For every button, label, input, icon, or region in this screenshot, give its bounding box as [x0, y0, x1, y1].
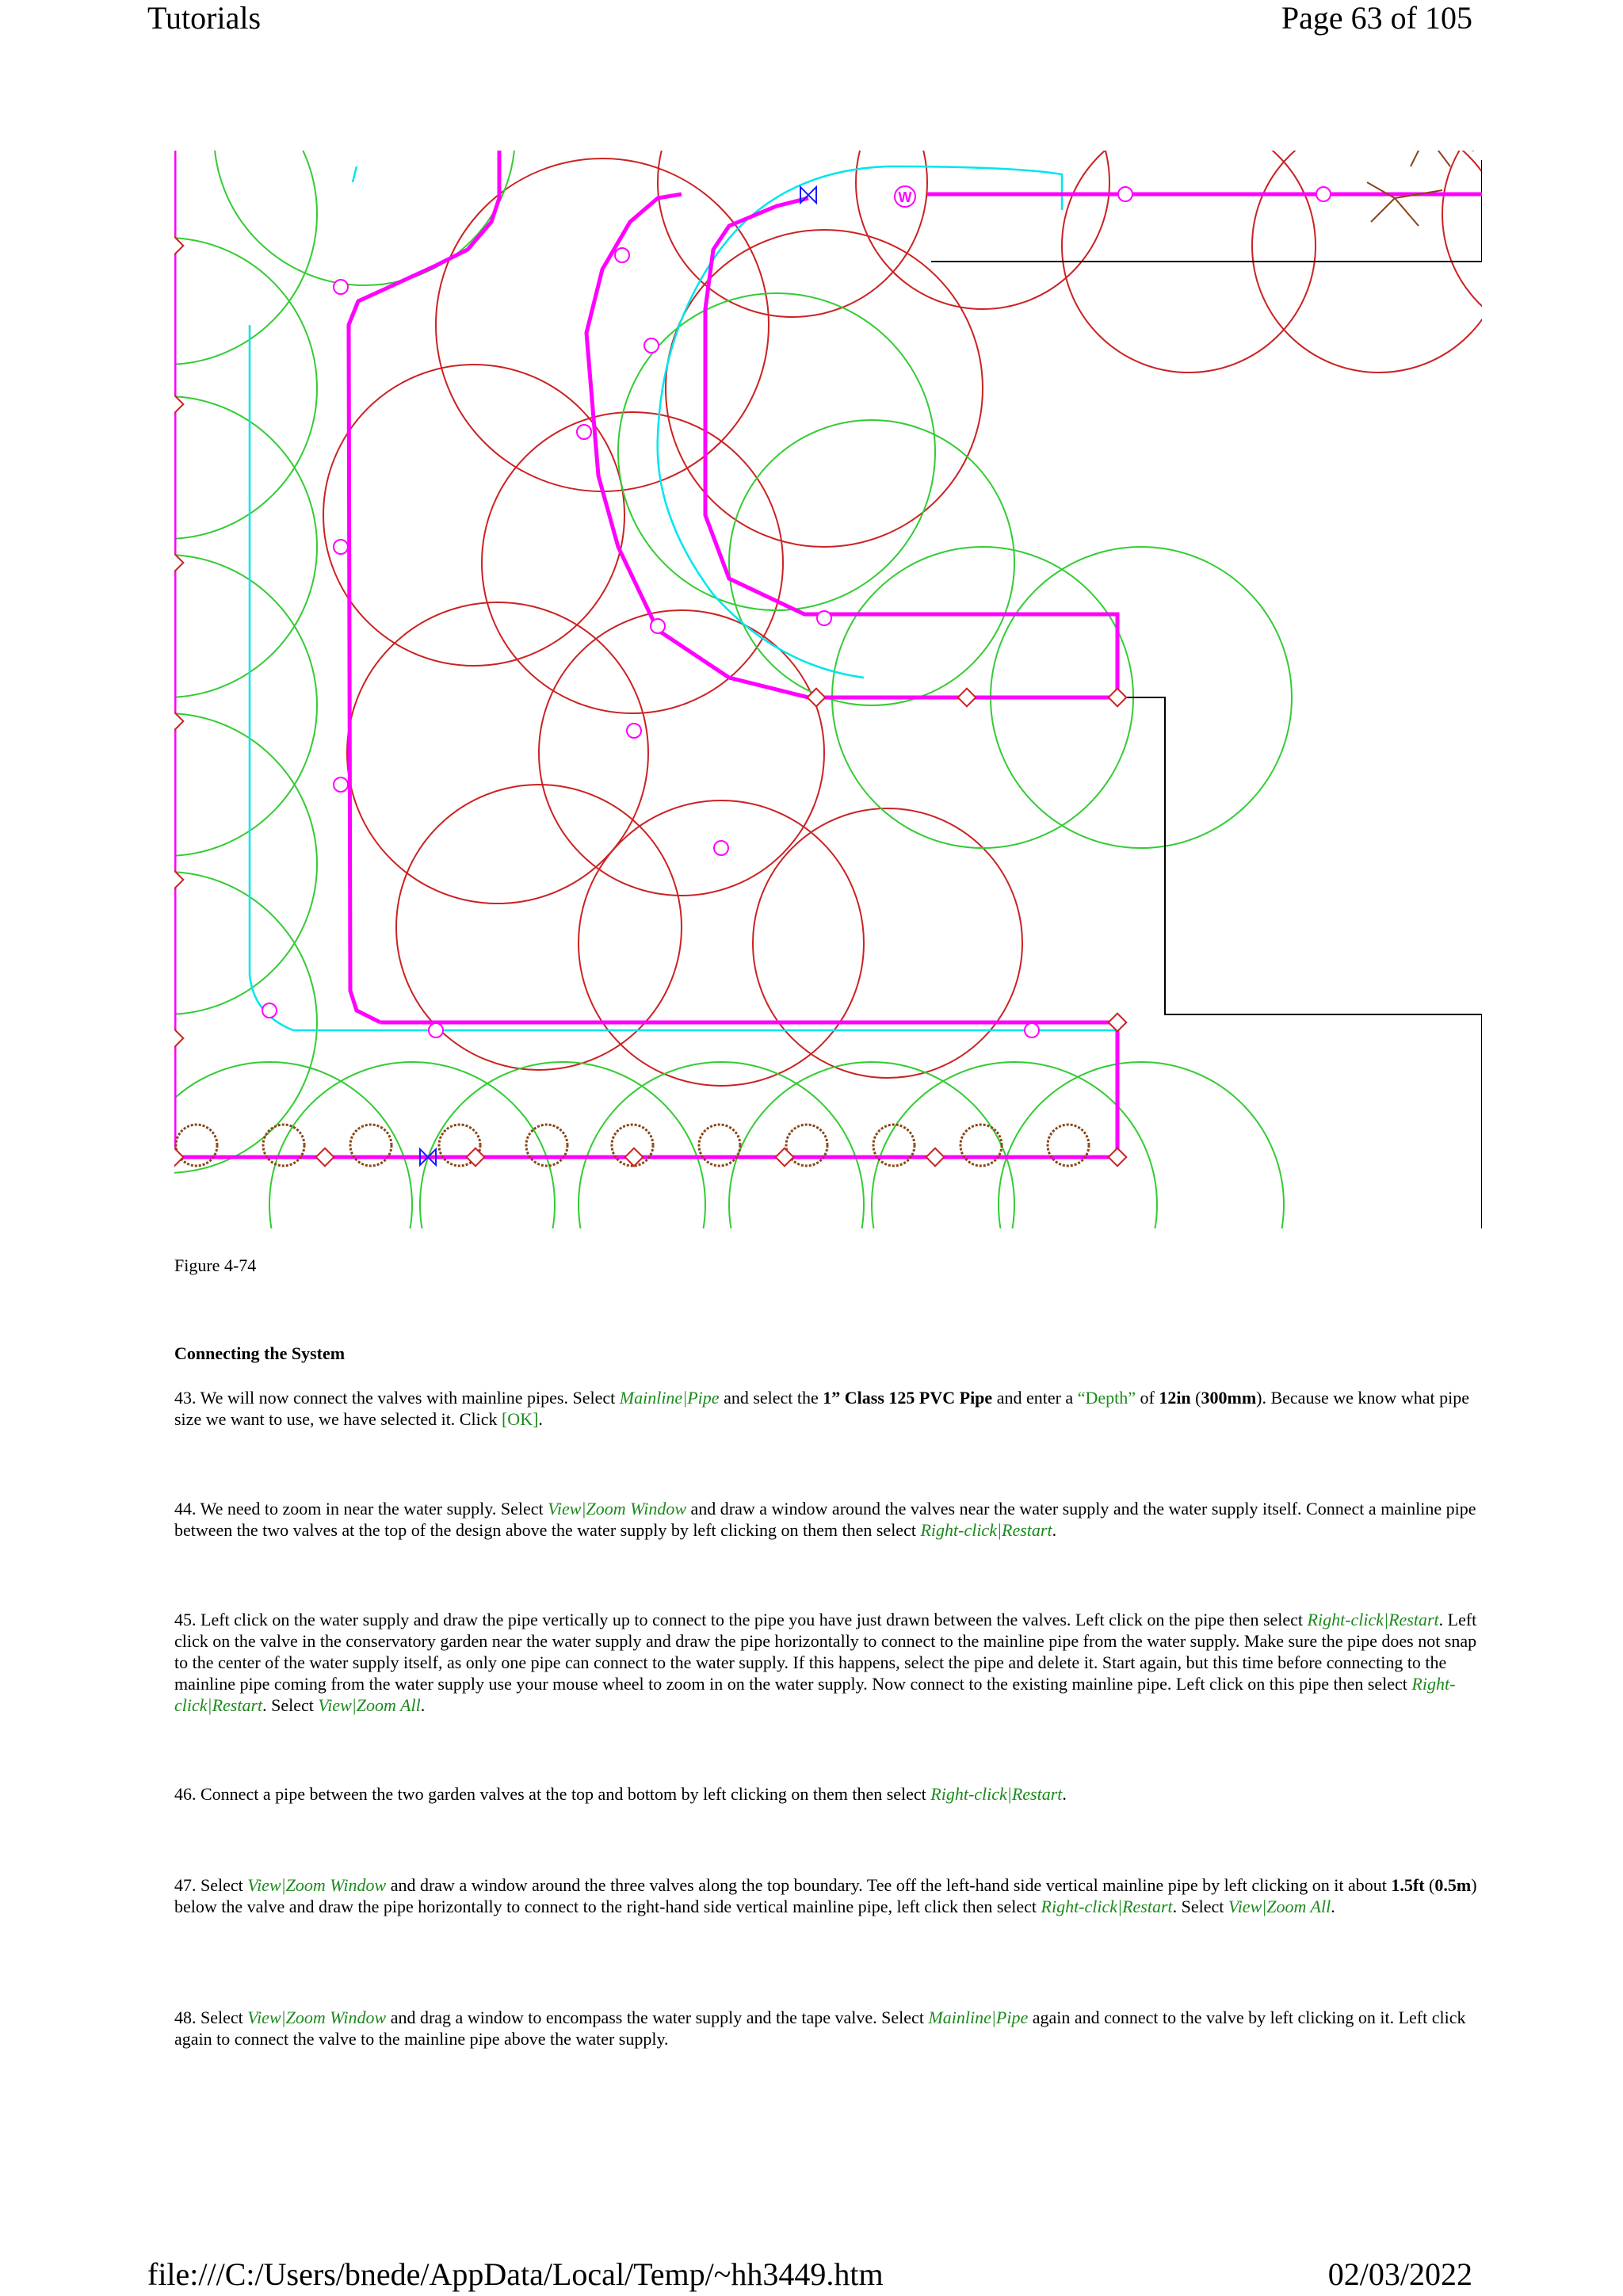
- lateral-lines: [250, 166, 1117, 1030]
- section-heading: Connecting the System: [174, 1343, 346, 1363]
- footer-file-path: file:///C:/Users/bnede/AppData/Local/Temp/~hh3449.htm: [147, 2256, 884, 2292]
- step-45: 45. Left click on the water supply and draw the pipe vertically up to connect to the pipe you have just drawn between the valves. Left click on the pipe then select Right-click|Restart. Left click on the valve in the conservatory garden near the water supply and draw the pipe horizontally to connect to the mainline pipe from the water supply. Make sure the pipe does not snap to the center of the water supply itself, as only one pipe can connect to the water supply. If this happens, select the pipe and delete it. Start again, but this time before connecting to the mainline pipe coming from the water supply use your mouse wheel to zoom in on the water supply. Now connect to the existing mainline pipe. Left click on this pipe then select Right-click|Restart. Select View|Zoom All.: [174, 1610, 1477, 1715]
- step-46: 46. Connect a pipe between the two garden valves at the top and bottom by left clicking on them then select Right-click|Restart.: [174, 1784, 1067, 1804]
- ok-button-ref: [OK]: [501, 1409, 539, 1429]
- irrigation-design-figure: [174, 151, 1482, 1228]
- step-44: 44. We need to zoom in near the water supply. Select View|Zoom Window and draw a window around the valves near the water supply and the water supply itself. Connect a mainline pipe between the two valves at the top of the design above the water supply by left clicking on them then select Right-click|Restart.: [174, 1499, 1476, 1540]
- red-spray-arcs: [323, 151, 1482, 1086]
- step-47: 47. Select View|Zoom Window and draw a window around the three valves along the top boundary. Tee off the left-hand side vertical mainline pipe by left clicking on it about 1.5ft (0.5m) below the valve and draw the pipe horizontally to connect to the right-hand side vertical mainline pipe, left click then select Right-click|Restart. Select View|Zoom All.: [174, 1875, 1477, 1916]
- header-title: Tutorials: [147, 0, 262, 36]
- water-supply-label: W: [898, 189, 912, 205]
- green-spray-arcs: [174, 151, 1292, 1228]
- step-48: 48. Select View|Zoom Window and drag a window to encompass the water supply and the tape valve. Select Mainline|Pipe again and connect to the valve by left clicking on it. Left click again to connect the valve to the mainline pipe above the water supply.: [174, 2008, 1466, 2049]
- rotor-markers: [262, 151, 1333, 1037]
- water-supply-marker: [895, 186, 915, 207]
- footer-date: 02/03/2022: [1327, 2256, 1472, 2292]
- page-number: Page 63 of 105: [1281, 0, 1472, 36]
- valves: [420, 151, 934, 1165]
- menu-mainline-pipe: Mainline|Pipe: [619, 1388, 720, 1408]
- figure-caption: Figure 4-74: [174, 1255, 257, 1275]
- step-43: 43. We will now connect the valves with mainline pipes. Select Mainline|Pipe and select the 1” Class 125 PVC Pipe and enter a “Depth” of 12in (300mm). Because we know what pipe size we want to use, we have selected it. Click [OK].: [174, 1388, 1469, 1429]
- tree-symbols: [1367, 151, 1474, 226]
